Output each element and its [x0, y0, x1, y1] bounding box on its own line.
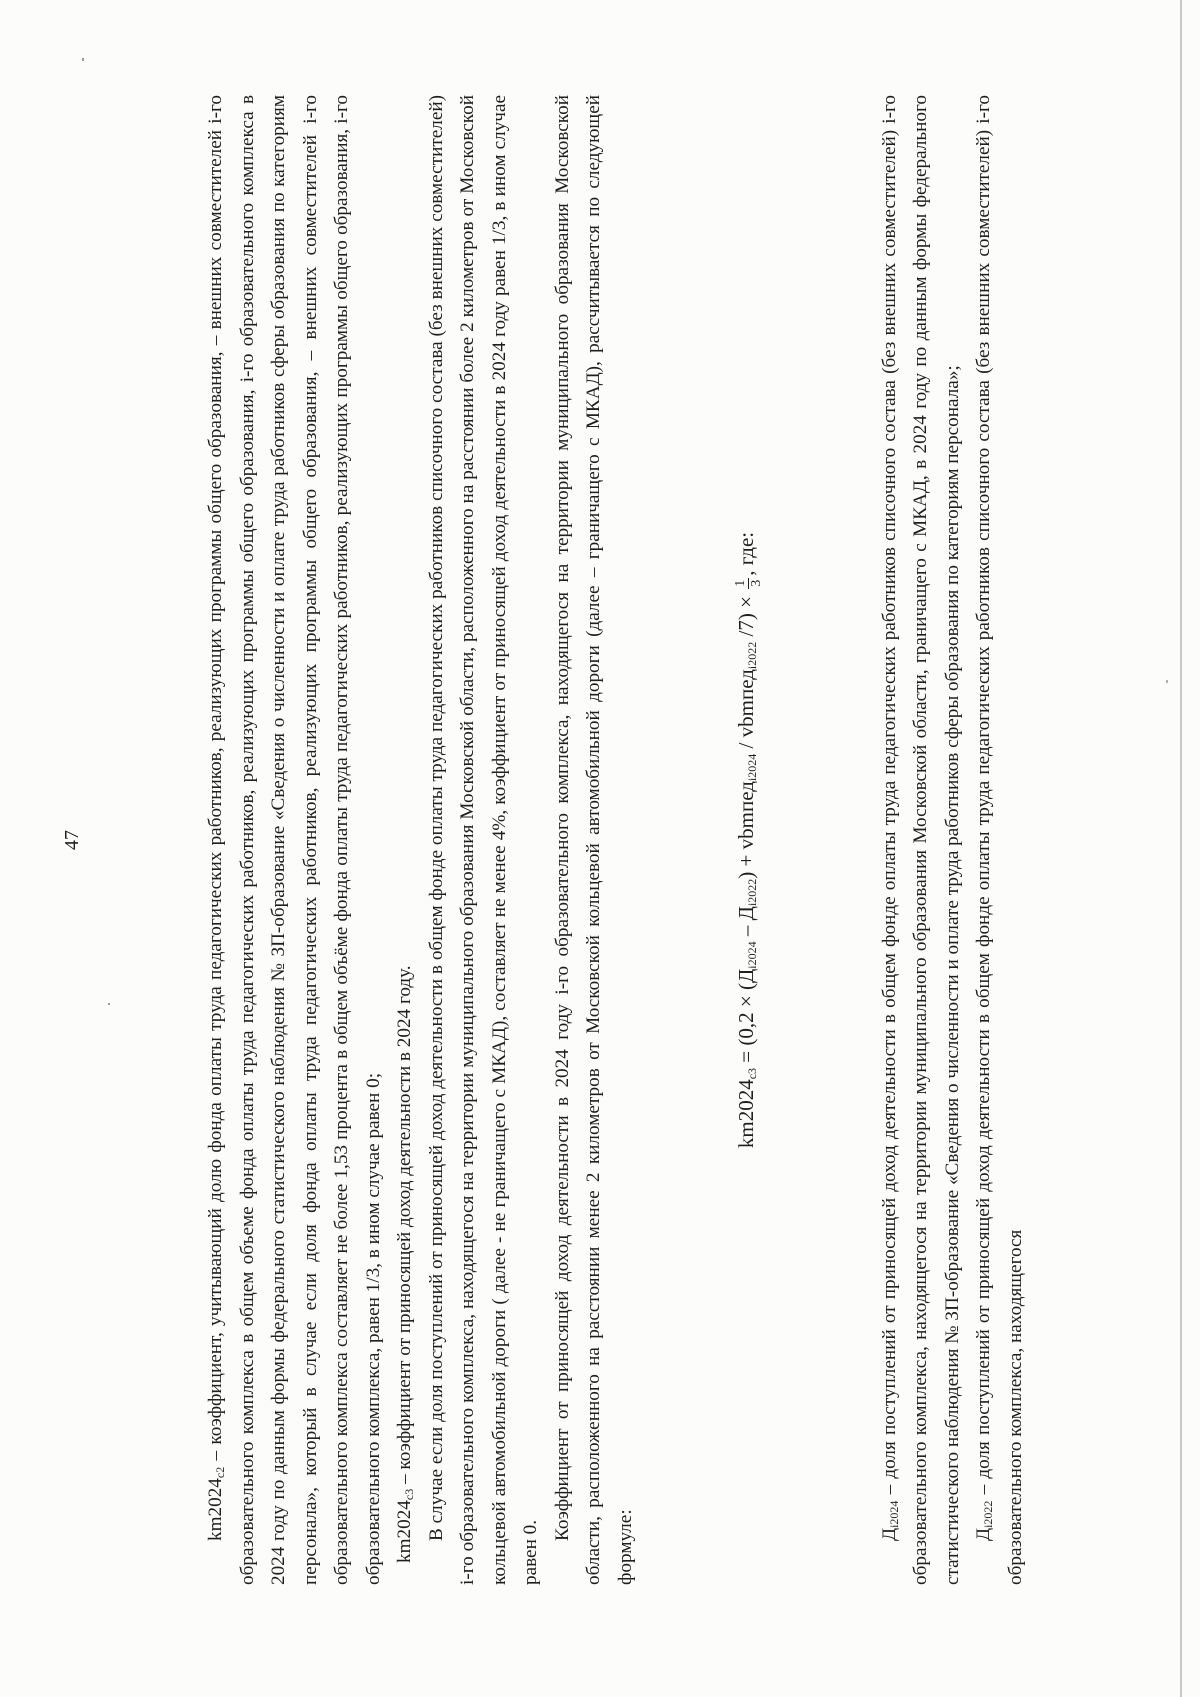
paragraph-km2024-c3	[389, 95, 421, 1585]
fraction-denominator: 3	[748, 579, 764, 587]
scan-speck	[1166, 680, 1168, 683]
paragraph-d-i2022	[968, 95, 1031, 1585]
scan-speck	[82, 58, 84, 61]
term-subscript: i2022	[981, 1500, 996, 1528]
definition-text: – доля поступлений от приносящей доход деятельности в общем фонде оплаты труда педагогических работников списочного состава (без внешних совместителей) i-го образовательного комплекса, находящегося на территории муниципального образования Московской области, граничащего с МКАД, в 2024 году по данным формы федерального статистического наблюдения № ЗП-образование «Сведения о численности и оплате труда работников сферы образования по категориям персонала»;	[878, 95, 963, 1585]
definition-text: – коэффициент от приносящей доход деятельности в 2024 году.	[394, 965, 415, 1489]
term-subscript: с3	[402, 1488, 416, 1501]
definition-text: – доля поступлений от приносящей доход деятельности в общем фонде оплаты труда педагогических работников списочного состава (без внешних совместителей) i-го образовательного комплекса, находящегося	[973, 95, 1026, 1585]
term-subscript: i2024	[886, 1500, 901, 1528]
fraction	[733, 578, 764, 589]
paragraph-km2024-c2	[200, 95, 389, 1585]
scan-speck	[108, 1003, 110, 1005]
paragraph-coefficient: Коэффициент от приносящей доход деятельности в 2024 году i-го образовательного комплекса, находящегося на территории муниципального образования Московской области, расположенного на расстоянии менее 2 километров от Московской кольцевой автомобильной дороги (далее – граничащего с МКАД), рассчитывается по следующей формуле:	[551, 95, 636, 1585]
formula: $km2024_{с3} = (0,2 \times (Д_{i2024} - Д_{i2022})$ + vbmпед$_{i2024}$ / vbmпед$_{i2022}$ /7) × 1 3 , где:	[732, 531, 764, 1149]
rotated-text-block	[61, 95, 1040, 1585]
paragraph-condition: В случае если доля поступлений от приносящей доход деятельности в общем фонде оплаты труда педагогических работников списочного состава (без внешних совместителей) i-го образовательного комплекса, находящегося на территории муниципального образования Московской области, расположенного на расстоянии более 2 километров от Московской кольцевой автомобильной дороги ( далее - не граничащего с МКАД), составляет не менее 4%, коэффициент от приносящей доход деятельности в 2024 году равен 1/3, в ином случае равен 0.	[425, 95, 541, 1585]
term: Д	[973, 1527, 995, 1541]
term-subscript: с2	[213, 1466, 227, 1479]
paragraph-d-i2024	[874, 95, 969, 1585]
fraction-numerator: 1	[732, 579, 748, 587]
term: km2024	[394, 1500, 415, 1563]
page-number: 47	[61, 830, 83, 850]
definition-text: – коэффициент, учитывающий долю фонда оплаты труда педагогических работников, реализующих программы общего образования, – внешних совместителей i-го образовательного комплекса в общем объеме фонда оплаты труда педагогических работников, реализующих программы общего образования, i-го образовательного комплекса в 2024 году по данным формы федерального статистического наблюдения № ЗП-образование «Сведения о численности и оплате труда работников сферы образования по категориям персонала», который в случае если доля фонда оплаты труда педагогических работников, реализующих программы общего образования, – внешних совместителей i-го образовательного комплекса составляет не более 1,53 процента в общем объёме фонда оплаты труда педагогических работников, реализующих программы общего образования, i-го образовательного комплекса, равен 1/3, в ином случае равен 0;	[205, 95, 384, 1585]
scan-edge	[1180, 0, 1182, 1697]
term: Д	[878, 1527, 900, 1541]
term: km2024	[205, 1478, 226, 1541]
